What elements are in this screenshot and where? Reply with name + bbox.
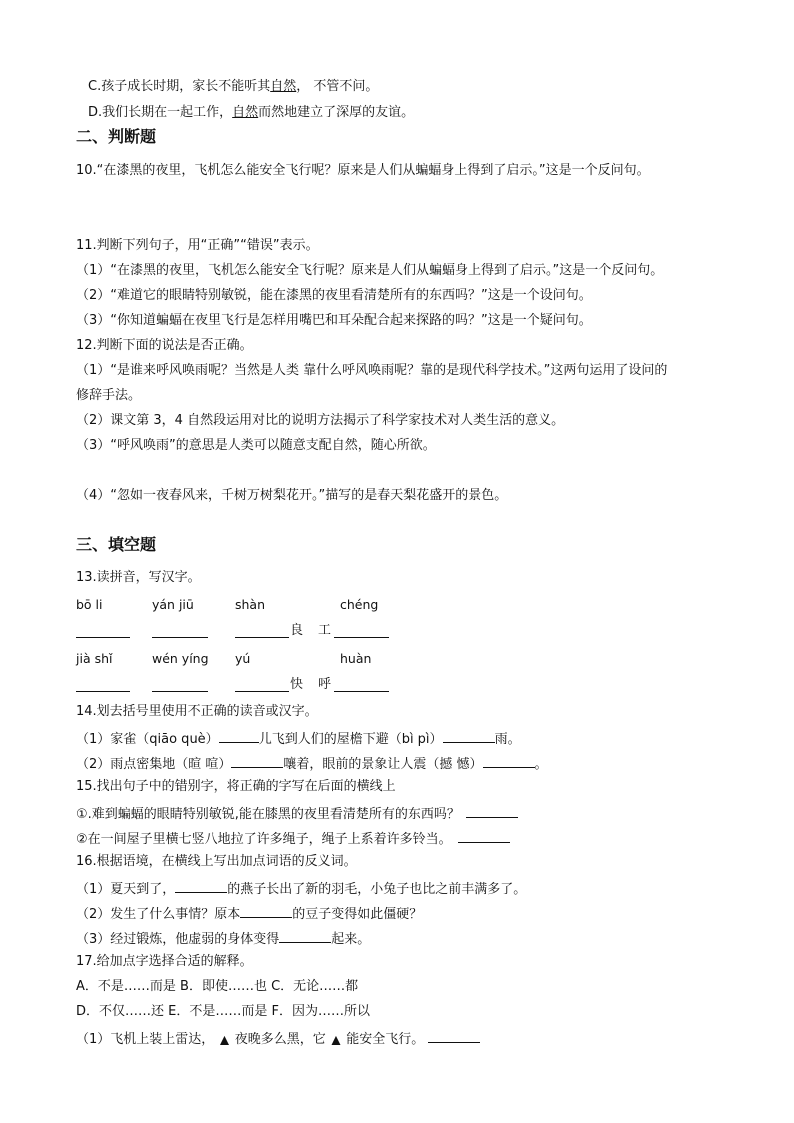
item-text: （2）发生了什么事情？原本 [76, 907, 241, 922]
given-char: 呼 [318, 677, 332, 692]
item-text: ②在一间屋子里横七竖八地拉了许多绳子，绳子上系着许多铃当。 [76, 832, 452, 847]
answer-blank[interactable] [458, 828, 510, 843]
answer-blank[interactable] [240, 903, 292, 918]
pinyin-label: chéng [340, 597, 379, 612]
answer-blank[interactable] [334, 636, 389, 638]
answer-blank[interactable] [152, 636, 208, 638]
question-15-stem: 15.找出句子中的错别字，将正确的字写在后面的横线上 [76, 779, 396, 794]
option-c-text: C.孩子成长时期，家长不能听其 [88, 79, 271, 94]
item-text: 儿飞到人们的屋檐下避（bì pì） [258, 732, 443, 747]
pinyin-label: jià shǐ [76, 651, 113, 666]
answer-blank[interactable] [235, 636, 289, 638]
answer-blank[interactable] [279, 928, 331, 943]
option-c-rest: ， 不管不问。 [296, 79, 379, 94]
pinyin-label: bō li [76, 597, 103, 612]
section-title-judge: 二、判断题 [76, 127, 157, 146]
question-14-stem: 14.划去括号里使用不正确的读音或汉字。 [76, 704, 318, 719]
pinyin-label: huàn [340, 651, 372, 666]
triangle-marker[interactable]: ▲ [331, 1033, 341, 1046]
given-char: 快 [290, 677, 304, 692]
answer-blank[interactable] [428, 1028, 480, 1043]
question-16-stem: 16.根据语境，在横线上写出加点词语的反义词。 [76, 854, 357, 869]
question-16-item-1 [76, 878, 526, 899]
question-12-item-2: （2）课文第 3，4 自然段运用对比的说明方法揭示了科学家技术对人类生活的意义。 [76, 413, 565, 428]
question-10: 10.“在漆黑的夜里，飞机怎么能安全飞行呢？原来是人们从蝙蝠身上得到了启示。”这是一个反问句。 [76, 163, 650, 178]
answer-blank[interactable] [76, 690, 130, 692]
question-12-item-4: （4）“忽如一夜春风来，千树万树梨花开。”描写的是春天梨花盛开的景色。 [76, 488, 508, 503]
item-text: 雨。 [494, 732, 521, 747]
question-17-item-1 [76, 1028, 480, 1049]
answer-blank[interactable] [231, 753, 283, 768]
question-11-item-1: （1）“在漆黑的夜里，飞机怎么能安全飞行呢？原来是人们从蝙蝠身上得到了启示。”这是一个反问句。 [76, 263, 664, 278]
item-text: 嚷着，眼前的景象让人震（撼 憾） [283, 757, 483, 772]
question-14-item-2 [76, 753, 548, 774]
triangle-marker[interactable]: ▲ [220, 1033, 229, 1046]
question-17-stem: 17.给加点字选择合适的解释。 [76, 954, 253, 969]
question-15-item-2 [76, 828, 510, 849]
pinyin-label: shàn [235, 597, 266, 612]
answer-blank[interactable] [175, 878, 227, 893]
item-text: （3）经过锻炼，他虚弱的身体变得 [76, 932, 280, 947]
given-char: 工 [318, 623, 332, 638]
answer-blank[interactable] [219, 728, 259, 743]
item-text: ①.难到蝙蝠的眼睛特别敏锐,能在膝黑的夜里看清楚所有的东西吗？ [76, 807, 460, 822]
question-16-item-2 [76, 903, 422, 924]
question-12-item-3: （3）“呼风唤雨”的意思是人类可以随意支配自然，随心所欲。 [76, 438, 436, 453]
question-12-item-1: （1）“是谁来呼风唤雨呢？当然是人类 靠什么呼风唤雨呢？靠的是现代科学技术。”这两句运用了设问的 [76, 363, 668, 378]
item-text: 的豆子变得如此僵硬？ [292, 907, 423, 922]
option-d-text: D.我们长期在一起工作， [88, 105, 233, 120]
item-text: （1）夏天到了， [76, 882, 176, 897]
option-c [88, 78, 378, 96]
option-d [88, 104, 414, 122]
option-c-word: 自然 [270, 79, 297, 94]
pinyin-label: wén yíng [152, 651, 209, 666]
item-text: （1）飞机上装上雷达， [76, 1032, 215, 1047]
answer-blank[interactable] [76, 636, 130, 638]
question-13-stem: 13.读拼音，写汉字。 [76, 570, 201, 585]
question-11-item-3: （3）“你知道蝙蝠在夜里飞行是怎样用嘴巴和耳朵配合起来探路的吗？”这是一个疑问句。 [76, 313, 592, 328]
pinyin-label: yán jiū [152, 597, 194, 612]
question-16-item-3 [76, 928, 370, 949]
item-text: 。 [534, 757, 548, 772]
answer-blank[interactable] [152, 690, 208, 692]
question-15-item-1 [76, 803, 518, 824]
answer-blank[interactable] [235, 690, 289, 692]
answer-blank[interactable] [334, 690, 389, 692]
option-d-rest: 而然地建立了深厚的友谊。 [258, 105, 415, 120]
item-text: 起来。 [331, 932, 371, 947]
question-11-item-2: （2）“难道它的眼睛特别敏锐，能在漆黑的夜里看清楚所有的东西吗？”这是一个设问句。 [76, 288, 592, 303]
item-text: （2）雨点密集地（暄 喧） [76, 757, 232, 772]
item-text: 能安全飞行。 [346, 1032, 425, 1047]
question-17-options-1: A．不是……而是 B．即使……也 C．无论……都 [76, 979, 359, 994]
item-text: 的燕子长出了新的羽毛，小兔子也比之前丰满多了。 [227, 882, 527, 897]
answer-blank[interactable] [483, 753, 535, 768]
question-12-stem: 12.判断下面的说法是否正确。 [76, 338, 253, 353]
pinyin-label: yú [235, 651, 251, 666]
question-14-item-1 [76, 728, 521, 749]
section-title-fill: 三、填空题 [76, 535, 157, 554]
question-11-stem: 11.判断下列句子，用“正确”“错误”表示。 [76, 238, 319, 253]
answer-blank[interactable] [443, 728, 495, 743]
item-text: 夜晚多么黑，它 [234, 1032, 326, 1047]
question-12-item-1-cont: 修辞手法。 [76, 388, 142, 403]
question-17-options-2: D．不仅……还 E．不是……而是 F．因为……所以 [76, 1004, 370, 1019]
given-char: 良 [290, 623, 304, 638]
answer-blank[interactable] [466, 803, 518, 818]
option-d-word: 自然 [232, 105, 259, 120]
item-text: （1）家雀（qiāo què） [76, 732, 219, 747]
